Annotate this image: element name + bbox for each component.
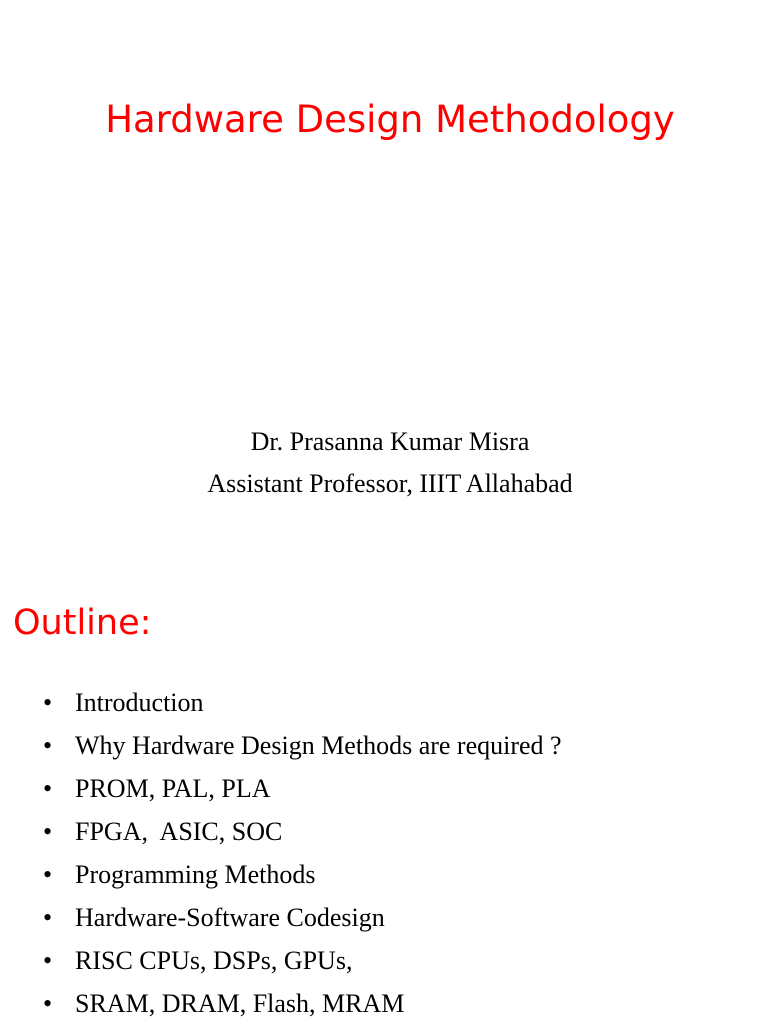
outline-item-text: PROM, PAL, PLA [75,774,271,803]
outline-item-text: FPGA, ASIC, SOC [75,817,283,846]
outline-item-text: Hardware-Software Codesign [75,903,385,932]
bullet-icon: • [43,817,53,846]
outline-item-text: Introduction [75,688,204,717]
outline-item-text: Why Hardware Design Methods are required ? [75,731,562,760]
author-position: Assistant Professor, IIIT Allahabad [207,469,573,498]
slide-title: Hardware Design Methodology [105,98,675,141]
outline-heading: Outline: [13,603,152,643]
bullet-icon: • [43,774,53,803]
outline-item-text: RISC CPUs, DSPs, GPUs, [75,946,353,975]
bullet-icon: • [43,860,53,889]
outline-item-text: SRAM, DRAM, Flash, MRAM [75,989,405,1018]
bullet-icon: • [43,731,53,760]
bullet-icon: • [43,989,53,1018]
author-block [0,421,768,505]
bullet-icon: • [43,688,53,717]
outline-item-text: Programming Methods [75,860,316,889]
bullet-icon: • [43,946,53,975]
bullet-icon: • [43,903,53,932]
author-name: Dr. Prasanna Kumar Misra [250,427,530,456]
